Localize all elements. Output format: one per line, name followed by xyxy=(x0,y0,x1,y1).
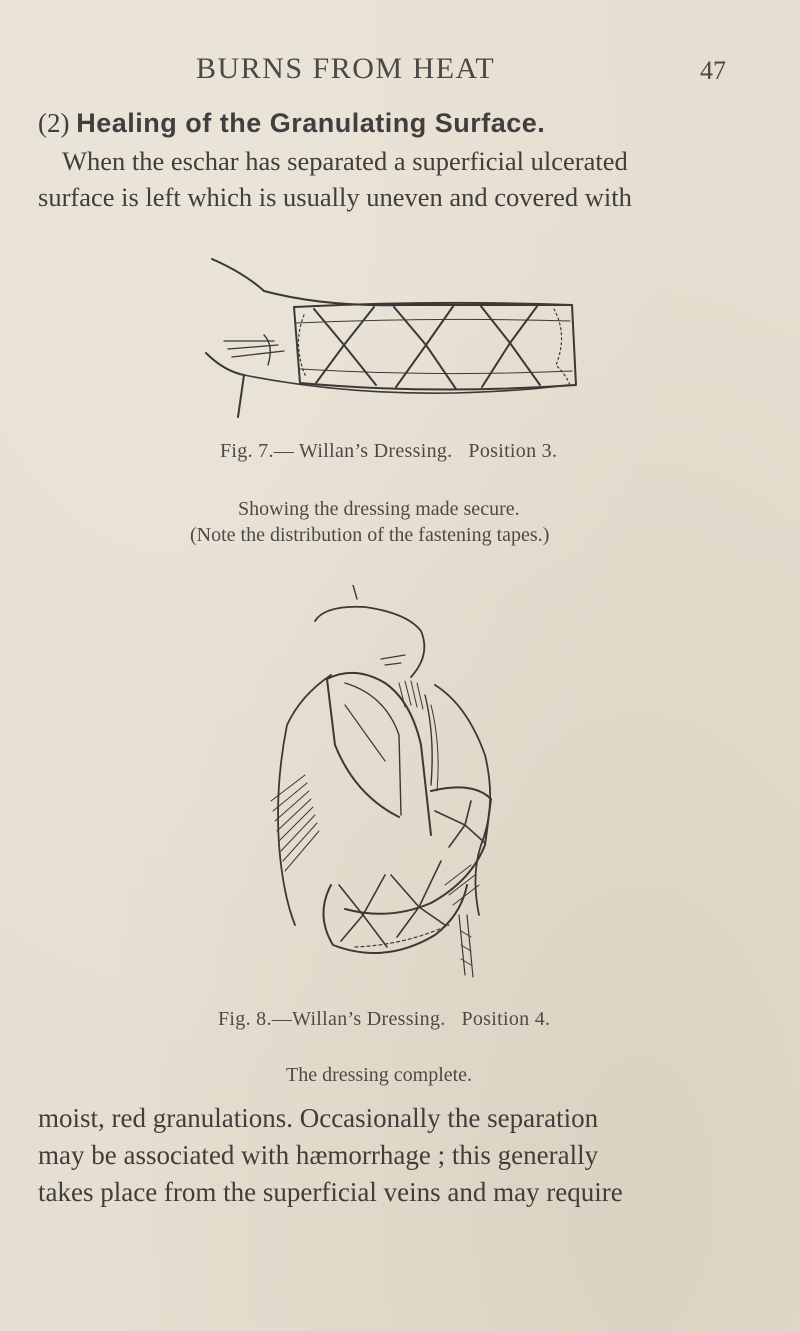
figure-8-caption xyxy=(218,1008,550,1031)
paragraph-1-line-1: When the eschar has separated a superficial ulcerated xyxy=(62,146,628,176)
section-title: Healing of the Granulating Surface. xyxy=(76,108,546,138)
paragraph-1 xyxy=(38,143,778,215)
figure-8-illustration xyxy=(235,585,565,985)
figure-7-description-line-1: Showing the dressing made secure. xyxy=(238,498,520,520)
figure-8-description-line-1: The dressing complete. xyxy=(286,1064,473,1086)
figure-8-label: Fig. 8.—Willan’s Dressing. xyxy=(218,1008,446,1030)
running-head-title: BURNS FROM HEAT xyxy=(196,52,496,85)
section-number: (2) xyxy=(38,108,70,138)
figure-7-position: Position 3. xyxy=(468,440,558,462)
paragraph-2 xyxy=(38,1100,778,1211)
paragraph-2-line-3: takes place from the superficial veins and may require xyxy=(38,1177,623,1207)
figure-7-label: Fig. 7.— Willan’s Dressing. xyxy=(220,440,453,462)
section-heading xyxy=(38,108,778,139)
paragraph-1-line-2: surface is left which is usually uneven and covered with xyxy=(38,182,632,212)
figure-7-description-line-2: (Note the distribution of the fastening tapes.) xyxy=(190,524,550,546)
paragraph-2-line-2: may be associated with hæmorrhage ; this generally xyxy=(38,1140,599,1170)
figure-8-position: Position 4. xyxy=(461,1008,551,1030)
figure-7-illustration xyxy=(204,245,584,425)
figure-7-caption xyxy=(220,440,557,463)
page-number: 47 xyxy=(700,56,726,85)
running-head xyxy=(0,52,800,92)
paragraph-2-line-1: moist, red granulations. Occasionally the separation xyxy=(38,1103,599,1133)
